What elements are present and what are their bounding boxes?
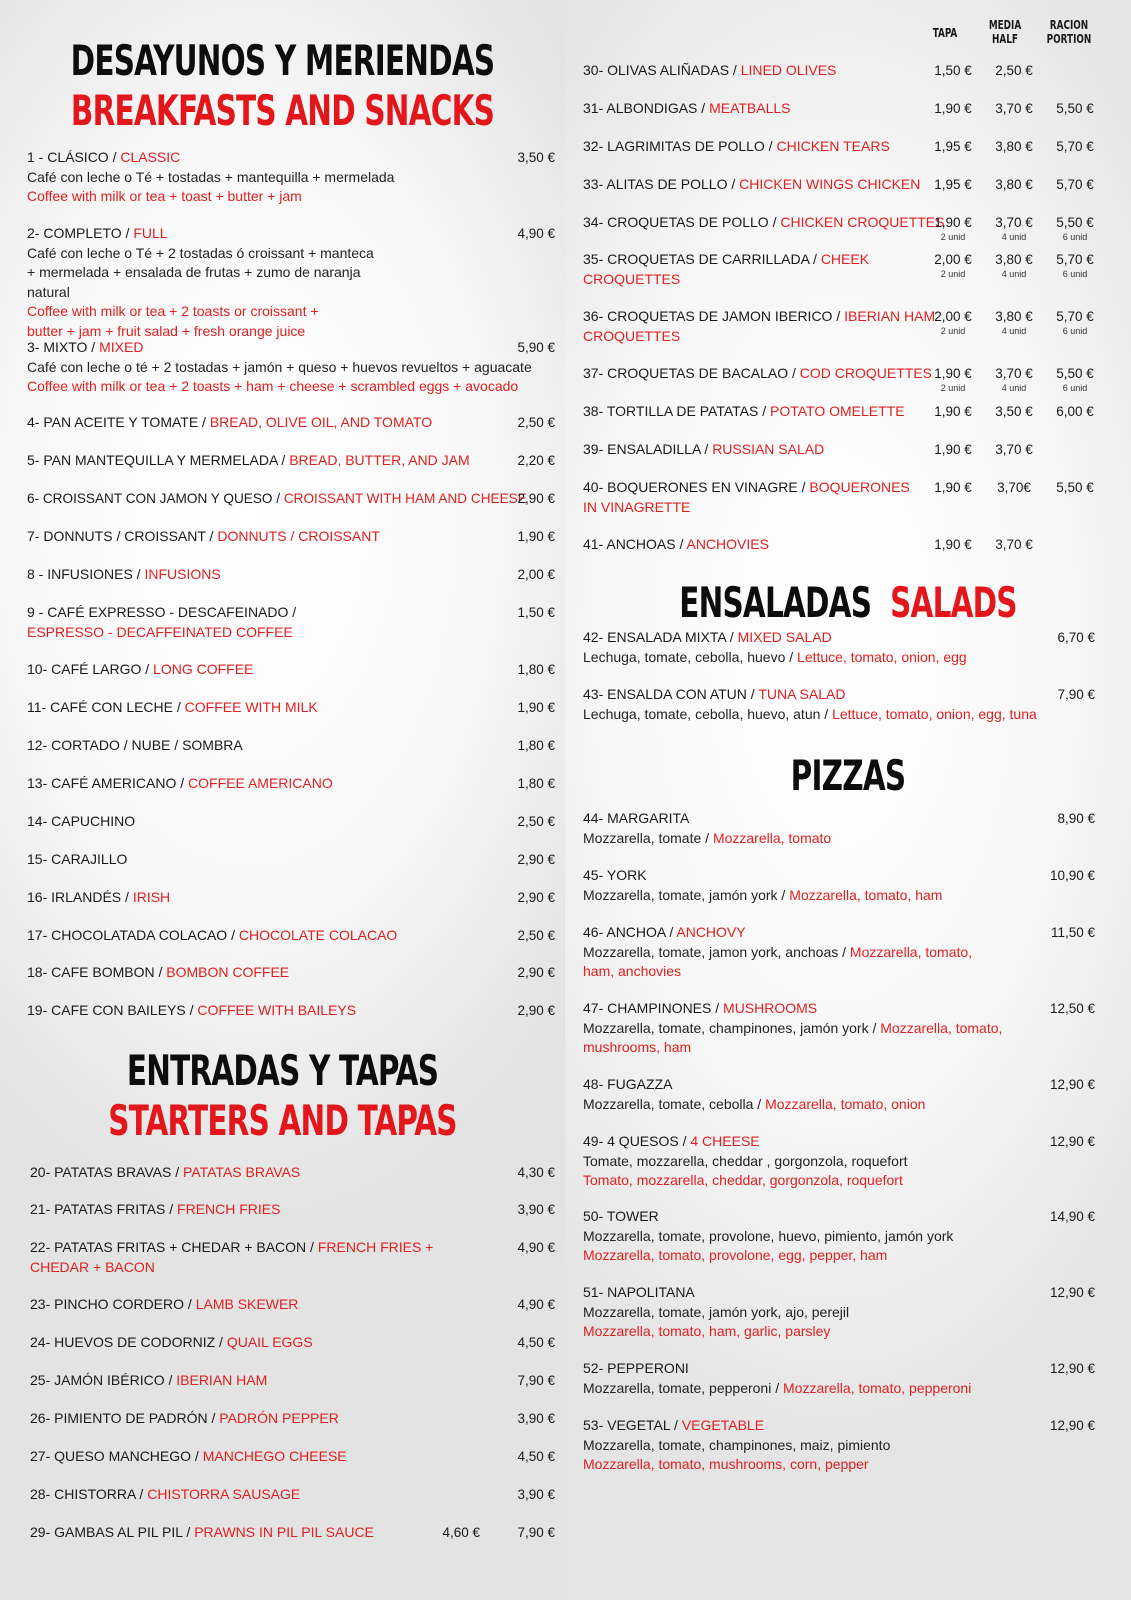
menu-item: 22- PATATAS FRITAS + CHEDAR + BACON / FRENCH FRIES + CHEDAR + BACON 4,90 € — [30, 1239, 555, 1275]
item-price: 12,90 € — [1049, 1077, 1095, 1092]
item-price: 3,90 € — [517, 1202, 555, 1217]
menu-item: 12- CORTADO / NUBE / SOMBRA 1,80 € — [27, 736, 555, 756]
item-price: 1,80 € — [517, 738, 555, 753]
item-price-half: 3,80 € — [995, 177, 1033, 192]
menu-item: 2- COMPLETO / FULL Café con leche o Té + 2 tostadas ó croissant + manteca + mermelada + ensalada de frutas + zumo de naranja natural Coffee with milk or tea + 2 toasts or croissant + butter + jam + fruit salad + fresh orange juice 4,90 € — [27, 225, 555, 339]
item-price-half: 3,70 € 4 unid — [995, 215, 1033, 242]
item-price-half: 2,50 € — [995, 63, 1033, 78]
item-price: 12,50 € — [1049, 1001, 1095, 1016]
menu-item: 38- TORTILLA DE PATATAS / POTATO OMELETTE 1,90 € 3,50 € 6,00 € — [583, 402, 1095, 422]
menu-item: 32- LAGRIMITAS DE POLLO / CHICKEN TEARS 1,95 € 3,80 € 5,70 € — [583, 137, 1095, 157]
item-price: 3,50 € — [517, 150, 555, 165]
menu-item: 10- CAFÉ LARGO / LONG COFFEE 1,80 € — [27, 660, 555, 680]
salads-title: ENSALADAS SALADS — [679, 578, 1017, 627]
menu-item: 37- CROQUETAS DE BACALAO / COD CROQUETTES 1,90 € 2 unid 3,70 € 4 unid 5,50 € 6 unid — [583, 364, 1095, 384]
menu-item: 31- ALBONDIGAS / MEATBALLS 1,90 € 3,70 € 5,50 € — [583, 99, 1095, 119]
item-price: 8,90 € — [1057, 811, 1095, 826]
menu-item: 4- PAN ACEITE Y TOMATE / BREAD, OLIVE OIL, AND TOMATO 2,50 € — [27, 413, 555, 433]
item-price-portion: 5,70 € 6 unid — [1056, 252, 1094, 279]
menu-item: 8 - INFUSIONES / INFUSIONS 2,00 € — [27, 565, 555, 585]
item-price-half: 3,70 € 4 unid — [995, 366, 1033, 393]
item-price: 2,90 € — [517, 965, 555, 980]
starters-title-en: STARTERS AND TAPAS — [108, 1096, 457, 1145]
menu-item: 40- BOQUERONES EN VINAGRE / BOQUERONES IN VINAGRETTE 1,90 € 3,70€ 5,50 € — [583, 478, 1095, 517]
item-price: 2,00 € — [517, 567, 555, 582]
menu-item: 11- CAFÉ CON LECHE / COFFEE WITH MILK 1,90 € — [27, 698, 555, 718]
item-price-portion: 5,50 € 6 unid — [1056, 366, 1094, 393]
item-price: 4,90 € — [517, 1240, 555, 1255]
item-price-tapa: 1,90 € 2 unid — [934, 215, 972, 242]
item-price: 1,90 € — [517, 700, 555, 715]
menu-item: 25- JAMÓN IBÉRICO / IBERIAN HAM 7,90 € — [30, 1371, 555, 1391]
item-price-portion: 5,70 € 6 unid — [1056, 309, 1094, 336]
item-price-portion: 5,70 € — [1056, 177, 1094, 192]
item-price: 7,90 € — [1057, 687, 1095, 702]
item-price: 1,50 € — [517, 605, 555, 620]
item-price: 12,90 € — [1049, 1418, 1095, 1433]
item-price-tapa: 1,95 € — [934, 139, 972, 154]
item-price: 4,90 € — [517, 1297, 555, 1312]
item-price-portion: 6,00 € — [1056, 404, 1094, 419]
item-price: 12,90 € — [1049, 1285, 1095, 1300]
menu-item: 15- CARAJILLO 2,90 € — [27, 850, 555, 870]
item-price: 2,50 € — [517, 415, 555, 430]
item-price: 2,50 € — [517, 814, 555, 829]
menu-item: 3- MIXTO / MIXED Café con leche o té + 2 tostadas + jamón + queso + huevos revueltos + aguacate Coffee with milk or tea + 2 toasts + ham + cheese + scrambled eggs + avocado 5,90 € — [27, 339, 555, 394]
menu-item: 20- PATATAS BRAVAS / PATATAS BRAVAS 4,30 € — [30, 1163, 555, 1183]
item-price: 1,80 € — [517, 776, 555, 791]
menu-item: 14- CAPUCHINO 2,50 € — [27, 812, 555, 832]
menu-item: 47- CHAMPINONES / MUSHROOMS Mozzarella, tomate, champinones, jamón york / Mozzarella, tomato, mushrooms, ham 12,50 € — [583, 1000, 1095, 1055]
item-price-tapa: 2,00 € 2 unid — [934, 252, 972, 279]
item-price: 5,90 € — [517, 340, 555, 355]
item-price: 2,20 € — [517, 453, 555, 468]
menu-item: 23- PINCHO CORDERO / LAMB SKEWER 4,90 € — [30, 1295, 555, 1315]
menu-item: 24- HUEVOS DE CODORNIZ / QUAIL EGGS 4,50 € — [30, 1333, 555, 1353]
menu-item: 35- CROQUETAS DE CARRILLADA / CHEEK CROQUETTES 2,00 € 2 unid 3,80 € 4 unid 5,70 € 6 unid — [583, 250, 1095, 289]
menu-item: 49- 4 QUESOS / 4 CHEESE Tomate, mozzarella, cheddar , gorgonzola, roquefort Tomato, mozzarella, cheddar, gorgonzola, roquefort 12,90 € — [583, 1133, 1095, 1188]
item-price: 4,30 € — [517, 1165, 555, 1180]
item-price: 2,90 € — [517, 491, 555, 506]
menu-item: 45- YORK Mozzarella, tomate, jamón york / Mozzarella, tomato, ham 10,90 € — [583, 867, 1095, 903]
column-header-portion: RACION PORTION — [1046, 18, 1092, 46]
menu-item: 28- CHISTORRA / CHISTORRA SAUSAGE 3,90 € — [30, 1485, 555, 1505]
item-price: 7,90 € — [517, 1373, 555, 1388]
column-header-tapa: TAPA — [932, 26, 958, 40]
item-price: 10,90 € — [1049, 868, 1095, 883]
menu-item: 19- CAFE CON BAILEYS / COFFEE WITH BAILEYS 2,90 € — [27, 1001, 555, 1021]
item-price-half: 3,70 € — [995, 537, 1033, 552]
item-price-half: 3,80 € 4 unid — [995, 252, 1033, 279]
item-price: 4,50 € — [517, 1449, 555, 1464]
item-price-half: 3,80 € 4 unid — [995, 309, 1033, 336]
starters-title-es: ENTRADAS Y TAPAS — [126, 1046, 439, 1095]
menu-item: 1 - CLÁSICO / CLASSIC Café con leche o Té + tostadas + mantequilla + mermelada Coffee with milk or tea + toast + butter + jam 3,50 € — [27, 149, 555, 204]
menu-item: 51- NAPOLITANA Mozzarella, tomate, jamón york, ajo, perejil Mozzarella, tomato, ham, garlic, parsley 12,90 € — [583, 1284, 1095, 1339]
item-price: 3,90 € — [517, 1487, 555, 1502]
item-price-tapa: 1,50 € — [934, 63, 972, 78]
item-price-tapa: 1,95 € — [934, 177, 972, 192]
item-price-tapa: 1,90 € — [934, 537, 972, 552]
menu-item: 34- CROQUETAS DE POLLO / CHICKEN CROQUETTES 1,90 € 2 unid 3,70 € 4 unid 5,50 € 6 unid — [583, 213, 1095, 233]
menu-item: 18- CAFE BOMBON / BOMBON COFFEE 2,90 € — [27, 963, 555, 983]
item-price: 6,70 € — [1057, 630, 1095, 645]
menu-item: 9 - CAFÉ EXPRESSO - DESCAFEINADO / ESPRESSO - DECAFFEINATED COFFEE 1,50 € — [27, 604, 555, 640]
item-price: 1,90 € — [517, 529, 555, 544]
menu-item: 17- CHOCOLATADA COLACAO / CHOCOLATE COLACAO 2,50 € — [27, 926, 555, 946]
item-price-portion: 5,50 € 6 unid — [1056, 215, 1094, 242]
item-price-half: 3,80 € — [995, 139, 1033, 154]
item-price: 2,50 € — [517, 928, 555, 943]
item-price-tapa: 1,90 € — [934, 480, 972, 495]
menu-item: 30- OLIVAS ALIÑADAS / LINED OLIVES 1,50 € 2,50 € — [583, 61, 1095, 81]
item-price-tapa: 1,90 € — [934, 442, 972, 457]
item-price: 4,90 € — [517, 226, 555, 241]
item-price-portion: 5,50 € — [1056, 480, 1094, 495]
menu-item: 53- VEGETAL / VEGETABLE Mozzarella, tomate, champinones, maiz, pimiento Mozzarella, tomato, mushrooms, corn, pepper 12,90 € — [583, 1417, 1095, 1472]
menu-item: 6- CROISSANT CON JAMON Y QUESO / CROISSANT WITH HAM AND CHEESE 2,90 € — [27, 489, 555, 509]
menu-item: 13- CAFÉ AMERICANO / COFFEE AMERICANO 1,80 € — [27, 774, 555, 794]
menu-item: 16- IRLANDÉS / IRISH 2,90 € — [27, 888, 555, 908]
item-price-half: 3,50 € — [995, 404, 1033, 419]
menu-item: 52- PEPPERONI Mozzarella, tomate, pepperoni / Mozzarella, tomato, pepperoni 12,90 € — [583, 1360, 1095, 1396]
item-price-tapa: 1,90 € — [934, 404, 972, 419]
menu-item: 42- ENSALADA MIXTA / MIXED SALAD Lechuga, tomate, cebolla, huevo / Lettuce, tomato, onion, egg 6,70 € — [583, 629, 1095, 665]
menu-item: 41- ANCHOAS / ANCHOVIES 1,90 € 3,70 € — [583, 535, 1095, 555]
menu-item: 48- FUGAZZA Mozzarella, tomate, cebolla / Mozzarella, tomato, onion 12,90 € — [583, 1076, 1095, 1112]
menu-item: 5- PAN MANTEQUILLA Y MERMELADA / BREAD, BUTTER, AND JAM 2,20 € — [27, 451, 555, 471]
item-price-tapa: 1,90 € 2 unid — [934, 366, 972, 393]
item-price: 12,90 € — [1049, 1361, 1095, 1376]
breakfast-title-es: DESAYUNOS Y MERIENDAS — [70, 36, 495, 85]
item-price: 3,90 € — [517, 1411, 555, 1426]
menu-item: 26- PIMIENTO DE PADRÓN / PADRÓN PEPPER 3,90 € — [30, 1409, 555, 1429]
item-price: 11,50 € — [1050, 925, 1095, 940]
item-price: 1,80 € — [517, 662, 555, 677]
item-price-half: 3,70 € — [995, 442, 1033, 457]
menu-item: 46- ANCHOA / ANCHOVY Mozzarella, tomate, jamon york, anchoas / Mozzarella, tomato, ham, anchovies 11,50 € — [583, 924, 1095, 979]
item-price: 2,90 € — [517, 852, 555, 867]
item-price: 12,90 € — [1049, 1134, 1095, 1149]
menu-item: 44- MARGARITA Mozzarella, tomate / Mozzarella, tomato 8,90 € — [583, 810, 1095, 846]
menu-item: 21- PATATAS FRITAS / FRENCH FRIES 3,90 € — [30, 1200, 555, 1220]
column-header-half: MEDIA HALF — [988, 18, 1022, 46]
item-price-tapa: 2,00 € 2 unid — [934, 309, 972, 336]
item-price: 2,90 € — [517, 890, 555, 905]
item-price: 4,50 € — [517, 1335, 555, 1350]
item-price-portion: 5,70 € — [1056, 139, 1094, 154]
item-price-tapa: 4,60 € — [442, 1525, 480, 1540]
item-price-half: 3,70 € — [995, 101, 1033, 116]
item-price: 2,90 € — [517, 1003, 555, 1018]
menu-item: 27- QUESO MANCHEGO / MANCHEGO CHEESE 4,50 € — [30, 1447, 555, 1467]
menu-item: 7- DONNUTS / CROISSANT / DONNUTS / CROISSANT 1,90 € — [27, 527, 555, 547]
item-price: 14,90 € — [1049, 1209, 1095, 1224]
breakfast-title-en: BREAKFASTS AND SNACKS — [70, 86, 495, 135]
item-price-portion: 5,50 € — [1056, 101, 1094, 116]
menu-item: 50- TOWER Mozzarella, tomate, provolone, huevo, pimiento, jamón york Mozzarella, tomato, provolone, egg, pepper, ham 14,90 € — [583, 1208, 1095, 1263]
item-price-tapa: 1,90 € — [934, 101, 972, 116]
pizzas-title: PIZZAS — [790, 751, 906, 800]
menu-item: 36- CROQUETAS DE JAMON IBERICO / IBERIAN HAM CROQUETTES 2,00 € 2 unid 3,80 € 4 unid 5,70 € 6 unid — [583, 307, 1095, 346]
menu-item: 39- ENSALADILLA / RUSSIAN SALAD 1,90 € 3,70 € — [583, 440, 1095, 460]
menu-item: 43- ENSALDA CON ATUN / TUNA SALAD Lechuga, tomate, cebolla, huevo, atun / Lettuce, tomato, onion, egg, tuna 7,90 € — [583, 686, 1095, 722]
menu-item: 33- ALITAS DE POLLO / CHICKEN WINGS CHICKEN 1,95 € 3,80 € 5,70 € — [583, 175, 1095, 195]
menu-item: 29- GAMBAS AL PIL PIL / PRAWNS IN PIL PIL SAUCE 4,60 € 7,90 € — [30, 1523, 555, 1543]
item-price: 7,90 € — [517, 1525, 555, 1540]
item-price-half: 3,70€ — [997, 480, 1031, 495]
